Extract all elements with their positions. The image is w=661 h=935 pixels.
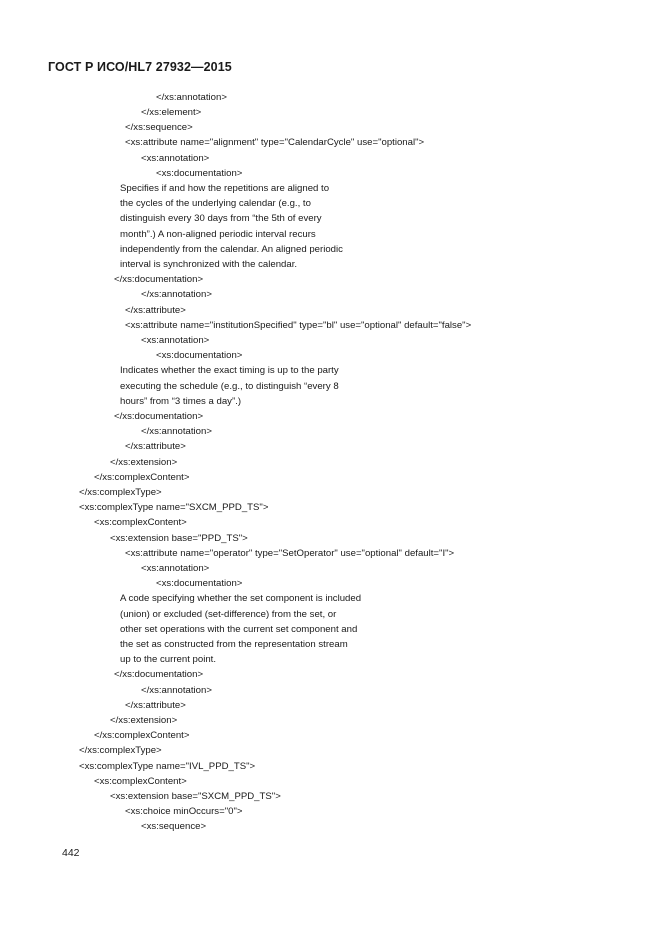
- code-line: <xs:attribute name="operator" type="SetOperator" use="optional" default="I">: [125, 548, 455, 559]
- doc-text-line: other set operations with the current set component and: [120, 624, 358, 635]
- code-line: </xs:attribute>: [125, 305, 186, 316]
- doc-text-line: Indicates whether the exact timing is up to the party: [120, 365, 339, 376]
- code-line: </xs:documentation>: [114, 669, 204, 680]
- doc-text-line: the cycles of the underlying calendar (e.g., to: [120, 198, 311, 209]
- page-number: 442: [62, 847, 80, 859]
- code-line: </xs:element>: [141, 107, 202, 118]
- code-line: <xs:annotation>: [141, 563, 210, 574]
- doc-text-line: interval is synchronized with the calendar.: [120, 259, 298, 270]
- code-line: <xs:extension base="SXCM_PPD_TS">: [110, 791, 281, 802]
- code-line: </xs:extension>: [110, 715, 178, 726]
- code-line: <xs:documentation>: [156, 578, 243, 589]
- code-line: <xs:attribute name="alignment" type="CalendarCycle" use="optional">: [125, 137, 425, 148]
- code-line: </xs:attribute>: [125, 700, 186, 711]
- code-line: </xs:annotation>: [156, 92, 227, 103]
- code-line: </xs:complexContent>: [94, 472, 190, 483]
- code-line: <xs:complexContent>: [94, 776, 187, 787]
- doc-text-line: executing the schedule (e.g., to distinguish “every 8: [120, 381, 339, 392]
- doc-text-line: Specifies if and how the repetitions are aligned to: [120, 183, 330, 194]
- doc-text-line: A code specifying whether the set component is included: [120, 593, 362, 604]
- code-line: </xs:documentation>: [114, 274, 204, 285]
- code-line: <xs:complexType name="IVL_PPD_TS">: [79, 761, 256, 772]
- code-line: <xs:attribute name="institutionSpecified" type="bl" use="optional" default="false">: [125, 320, 472, 331]
- code-line: </xs:complexType>: [79, 745, 162, 756]
- code-line: <xs:extension base="PPD_TS">: [110, 533, 248, 544]
- code-line: <xs:annotation>: [141, 153, 210, 164]
- doc-text-line: hours” from “3 times a day”.): [120, 396, 242, 407]
- doc-text-line: the set as constructed from the representation stream: [120, 639, 348, 650]
- doc-text-line: (union) or excluded (set-difference) from the set, or: [120, 609, 337, 620]
- code-line: </xs:extension>: [110, 457, 178, 468]
- code-line: </xs:annotation>: [141, 685, 212, 696]
- doc-text-line: month”.) A non-aligned periodic interval recurs: [120, 229, 316, 240]
- code-line: <xs:complexType name="SXCM_PPD_TS">: [79, 502, 269, 513]
- code-line: <xs:annotation>: [141, 335, 210, 346]
- code-line: <xs:documentation>: [156, 168, 243, 179]
- code-line: <xs:documentation>: [156, 350, 243, 361]
- code-line: </xs:annotation>: [141, 426, 212, 437]
- doc-text-line: independently from the calendar. An aligned periodic: [120, 244, 343, 255]
- code-line: </xs:complexContent>: [94, 730, 190, 741]
- code-line: <xs:sequence>: [141, 821, 207, 832]
- code-line: </xs:attribute>: [125, 441, 186, 452]
- code-line: </xs:complexType>: [79, 487, 162, 498]
- document-header: ГОСТ Р ИСО/HL7 27932—2015: [48, 60, 232, 74]
- code-line: </xs:annotation>: [141, 289, 212, 300]
- code-line: </xs:sequence>: [125, 122, 193, 133]
- doc-text-line: distinguish every 30 days from “the 5th of every: [120, 213, 322, 224]
- code-line: </xs:documentation>: [114, 411, 204, 422]
- code-line: <xs:choice minOccurs="0">: [125, 806, 243, 817]
- code-line: <xs:complexContent>: [94, 517, 187, 528]
- doc-text-line: up to the current point.: [120, 654, 216, 665]
